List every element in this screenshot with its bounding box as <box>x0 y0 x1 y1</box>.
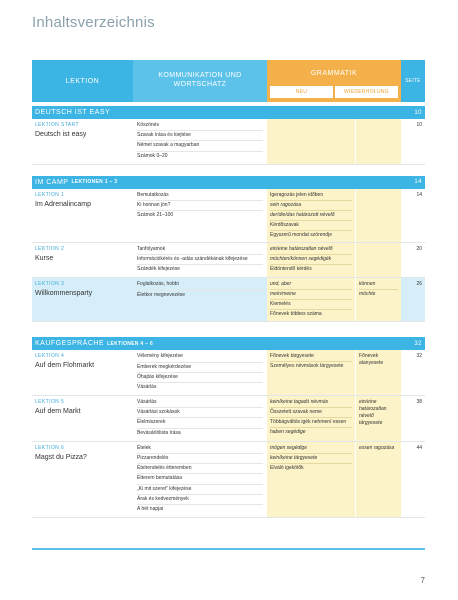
section-page: 10 <box>414 109 422 116</box>
lesson-page: 44 <box>416 444 422 451</box>
communication-cell <box>133 278 267 321</box>
lesson-row <box>32 396 425 442</box>
topic-item: Információkérés és -adás szándékának kifejezése <box>137 255 263 265</box>
communication-cell <box>133 350 267 395</box>
grammar-new-item: Igeragozás jelen időben <box>270 191 352 201</box>
grammar-new-item: kein/keine tárgyesete <box>270 454 352 464</box>
topic-item: Számok 21–100 <box>137 212 174 219</box>
grammar-new-item: sein ragozása <box>270 201 352 211</box>
lesson-number: LEKTION 6 <box>35 444 65 451</box>
page-number: 7 <box>420 576 425 585</box>
lesson-cell <box>32 189 133 242</box>
grammar-new-cell <box>267 119 355 164</box>
lesson-cell <box>32 243 133 278</box>
grammar-review-cell <box>355 119 401 164</box>
lesson-page: 10 <box>416 122 422 128</box>
topic-item: Bemutatkozás <box>137 191 263 201</box>
grammar-new-item: haben segédige <box>270 429 306 436</box>
section-page: 32 <box>414 340 422 347</box>
grammar-review-item: Főnevek alanyesete <box>359 353 384 367</box>
topic-item: „Ki mit szeret” kifejezése <box>137 485 263 495</box>
page-title: Inhaltsverzeichnis <box>32 14 155 31</box>
section-subtitle: LEKTIONEN 4 – 6 <box>107 340 154 347</box>
lesson-number: LEKTION START <box>35 122 79 128</box>
lesson-name: Deutsch ist easy <box>35 131 87 138</box>
grammar-review-cell <box>355 442 401 517</box>
lesson-cell <box>32 442 133 517</box>
topic-item: Ételrendelés étteremben <box>137 464 263 474</box>
section-title: KAUFGESPRÄCHE <box>35 340 105 348</box>
grammar-new-item: Összetett szavak neme <box>270 408 352 418</box>
topic-item: Vásárlás <box>137 398 263 408</box>
lesson-row <box>32 442 425 518</box>
lesson-cell <box>32 350 133 395</box>
grammar-review-item: essen ragozása <box>359 444 395 451</box>
topic-item: Óhajtás kifejezése <box>137 373 263 383</box>
grammar-review-cell <box>355 243 401 278</box>
lesson-page: 38 <box>416 399 422 406</box>
grammar-new-item: möchten/können segédigék <box>270 255 352 265</box>
topic-item: Emberek megkérdezése <box>137 363 263 373</box>
topic-item: Tanfolyamok <box>137 245 263 255</box>
section-title: IM CAMP <box>35 178 69 186</box>
grammar-new-item: Többágváltós igék nehmen/ essen <box>270 418 352 428</box>
lesson-name: Im Adrenalincamp <box>35 200 92 208</box>
grammar-new-item: Kiemelés <box>270 300 352 310</box>
topic-item: Szándék kifejezése <box>137 266 181 273</box>
lesson-name: Auf dem Flohmarkt <box>35 362 95 370</box>
topic-item: Foglalkozás, hobbi <box>137 280 263 290</box>
grammar-new-cell <box>267 396 355 441</box>
section-header <box>32 106 425 119</box>
lesson-cell <box>32 278 133 321</box>
lesson-number: LEKTION 1 <box>35 191 65 198</box>
lesson-name: Kurse <box>35 254 54 262</box>
header-grammatik-label: GRAMMATIK <box>310 69 358 77</box>
grammar-review-item: ein/eine határozatlan névelő tárgyesete <box>359 399 387 427</box>
grammar-new-cell <box>267 350 355 395</box>
lesson-number: LEKTION 4 <box>35 353 65 360</box>
communication-cell <box>133 243 267 278</box>
header-wiederholung: WIEDERHOLUNG <box>335 86 398 98</box>
grammar-review-cell <box>355 189 401 242</box>
grammar-review-item: können <box>359 280 398 290</box>
communication-cell <box>133 119 267 164</box>
grammar-new-item: Egyszerű mondat szórendje <box>270 231 332 238</box>
lesson-name: Auf dem Markt <box>35 408 81 416</box>
topic-item: Árak és kedvezmények <box>137 495 263 505</box>
section-subtitle: LEKTIONEN 1 – 3 <box>71 179 118 186</box>
communication-cell <box>133 396 267 441</box>
grammar-new-item: ein/eine határozatlan névelő <box>270 245 352 255</box>
grammar-review-cell <box>355 278 401 321</box>
footer-divider <box>32 548 425 550</box>
header-grammatik <box>267 60 401 102</box>
header-grammatik-sub <box>269 86 399 98</box>
section-page: 14 <box>414 179 422 186</box>
lesson-name: Willkommensparty <box>35 290 93 298</box>
topic-item: Vélemény kifejezése <box>137 352 263 362</box>
topic-item: Szavak írása és kiejtése <box>137 131 263 141</box>
communication-cell <box>133 189 267 242</box>
grammar-new-item: Személyes névmások tárgyesete <box>270 363 344 370</box>
topic-item: Bevásárlólista írása <box>137 429 181 436</box>
lesson-row <box>32 243 425 279</box>
topic-item: Vásárlási szokások <box>137 408 263 418</box>
grammar-new-item: Főnevek tárgyesete <box>270 352 352 362</box>
section-header <box>32 337 425 350</box>
topic-item: Pizzarendelés <box>137 454 263 464</box>
lesson-row <box>32 189 425 243</box>
grammar-new-cell <box>267 243 355 278</box>
lesson-page: 26 <box>416 281 422 288</box>
grammar-new-cell <box>267 189 355 242</box>
topic-item: A hét napjai <box>137 505 164 512</box>
grammar-new-item: Kérdőszavak <box>270 221 352 231</box>
header-kommunikation: KOMMUNIKATION UND WORTSCHATZ <box>133 60 267 102</box>
topic-item: Életkor megnevezése <box>137 291 186 298</box>
topic-item: Ki honnan jön? <box>137 201 263 211</box>
grammar-new-item: Főnevek többes száma <box>270 311 322 318</box>
grammar-review-cell <box>355 396 401 441</box>
grammar-new-item: kein/keine tagadó névmás <box>270 398 352 408</box>
lesson-name: Magst du Pizza? <box>35 453 87 461</box>
grammar-review-cell <box>355 350 401 395</box>
grammar-review-item: möchte <box>359 291 376 298</box>
grammar-new-item: Elváló igekötők <box>270 464 304 471</box>
grammar-new-item: Eldöntendő kérdés <box>270 265 312 272</box>
grammar-new-item: und, aber <box>270 280 352 290</box>
topic-item: Vásárlás <box>137 383 157 390</box>
topic-item: Köszönés <box>137 121 263 131</box>
lesson-page: 20 <box>416 245 422 252</box>
lesson-row <box>32 350 425 396</box>
table-header <box>32 60 425 102</box>
lesson-number: LEKTION 2 <box>35 245 65 252</box>
lesson-page: 14 <box>416 191 422 198</box>
topic-item: Német szavak a magyarban <box>137 141 263 151</box>
lesson-number: LEKTION 3 <box>35 281 65 288</box>
section-title: DEUTSCH IST EASY <box>35 109 111 116</box>
lesson-cell <box>32 119 133 164</box>
grammar-new-item: der/die/das határozott névelő <box>270 211 352 221</box>
topic-item: Ételek <box>137 444 263 454</box>
grammar-new-item: mein/meine <box>270 290 352 300</box>
lesson-number: LEKTION 5 <box>35 399 65 406</box>
grammar-new-item: mögen segédige <box>270 444 352 454</box>
sections-container <box>32 106 425 518</box>
grammar-new-cell <box>267 442 355 517</box>
topic-item: Étterem bemutatása <box>137 474 263 484</box>
lesson-page: 32 <box>416 353 422 360</box>
grammar-new-cell <box>267 278 355 321</box>
section-header <box>32 176 425 189</box>
topic-item: Élelmiszerek <box>137 418 263 428</box>
header-neu: NEU <box>270 86 333 98</box>
lesson-cell <box>32 396 133 441</box>
communication-cell <box>133 442 267 517</box>
lesson-row <box>32 278 425 322</box>
lesson-row <box>32 119 425 165</box>
header-lektion: LEKTION <box>32 60 133 102</box>
contents-table <box>32 60 425 518</box>
header-seite: SEITE <box>401 60 425 102</box>
topic-item: Számok 0–20 <box>137 152 168 159</box>
